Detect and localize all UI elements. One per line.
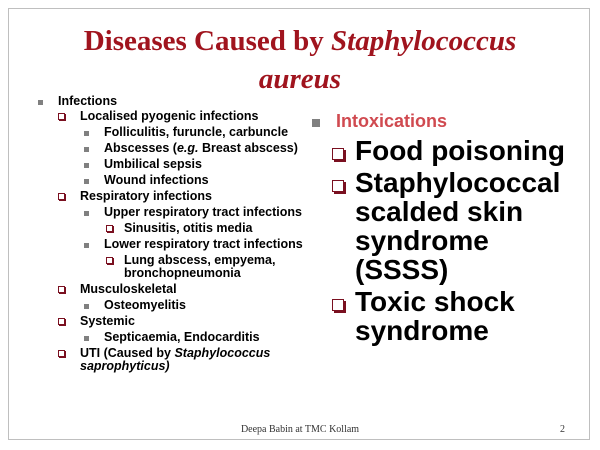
hollow-square-bullet-icon xyxy=(332,136,344,165)
list-item: Toxic shock syndrome xyxy=(312,287,582,345)
hollow-square-bullet-icon xyxy=(332,287,344,316)
square-bullet-icon xyxy=(312,110,320,132)
list-item: Food poisoning xyxy=(312,136,582,165)
hollow-square-bullet-icon xyxy=(58,315,65,328)
list-item: Musculoskeletal xyxy=(38,283,308,296)
square-bullet-icon xyxy=(84,299,89,312)
hollow-square-bullet-icon xyxy=(58,110,65,123)
title-italic-genus: Staphylococcus xyxy=(331,25,517,57)
list-item: Respiratory infections xyxy=(38,190,308,203)
hollow-square-bullet-icon xyxy=(106,222,113,235)
list-item: Systemic xyxy=(38,315,308,328)
list-item: Lower respiratory tract infections xyxy=(38,238,308,251)
square-bullet-icon xyxy=(84,331,89,344)
list-item: Osteomyelitis xyxy=(38,299,308,312)
square-bullet-icon xyxy=(84,206,89,219)
slide-title xyxy=(0,22,600,98)
list-item: Abscesses (e.g. Breast abscess) xyxy=(38,142,308,155)
square-bullet-icon xyxy=(84,174,89,187)
list-item: Sinusitis, otitis media xyxy=(38,222,308,235)
infections-list xyxy=(38,95,308,376)
list-item: Umbilical sepsis xyxy=(38,158,308,171)
list-item: Folliculitis, furuncle, carbuncle xyxy=(38,126,308,139)
list-item: Septicaemia, Endocarditis xyxy=(38,331,308,344)
title-italic-species: aureus xyxy=(258,63,342,95)
square-bullet-icon xyxy=(84,142,89,155)
hollow-square-bullet-icon xyxy=(106,254,113,267)
hollow-square-bullet-icon xyxy=(58,190,65,203)
list-item: UTI (Caused by Staphylococcus saprophyticus) xyxy=(38,347,308,373)
list-item: Intoxications xyxy=(312,110,582,132)
intoxications-list xyxy=(312,110,582,348)
hollow-square-bullet-icon xyxy=(58,283,65,296)
list-item: Wound infections xyxy=(38,174,308,187)
square-bullet-icon xyxy=(38,95,43,108)
hollow-square-bullet-icon xyxy=(332,168,344,197)
page-number: 2 xyxy=(560,424,565,435)
list-item: Localised pyogenic infections xyxy=(38,110,308,123)
list-item: Upper respiratory tract infections xyxy=(38,206,308,219)
title-text: Diseases Caused by xyxy=(83,25,332,57)
square-bullet-icon xyxy=(84,126,89,139)
list-item: Infections xyxy=(38,95,308,108)
square-bullet-icon xyxy=(84,238,89,251)
hollow-square-bullet-icon xyxy=(58,347,65,360)
list-item: Lung abscess, empyema, bronchopneumonia xyxy=(38,254,308,280)
square-bullet-icon xyxy=(84,158,89,171)
slide-footer: Deepa Babin at TMC Kollam xyxy=(240,424,360,435)
list-item: Staphylococcal scalded skin syndrome (SSSS) xyxy=(312,168,582,284)
